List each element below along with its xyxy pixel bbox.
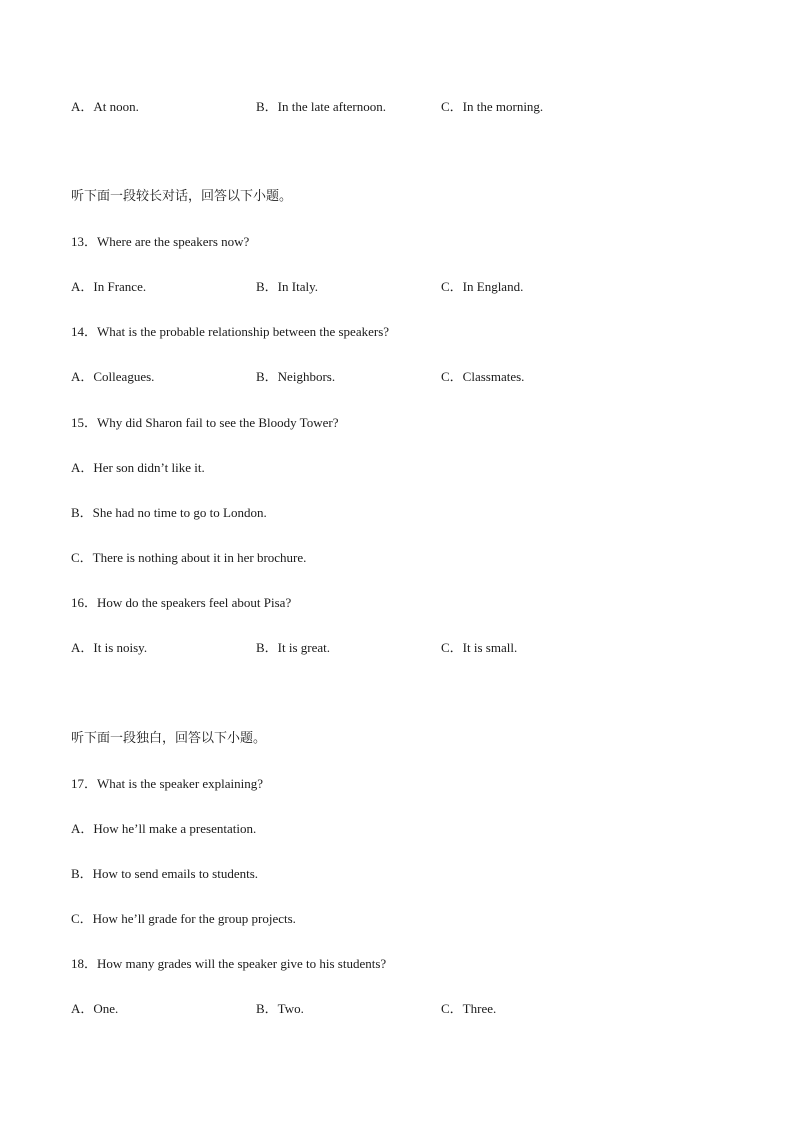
q14-question: 14．What is the probable relationship between the speakers? [71, 324, 390, 339]
q15-option-c: C．There is nothing about it in her brochure. [71, 550, 307, 565]
q17-option-b: B．How to send emails to students. [71, 866, 259, 881]
q12-option-b: B．In the late afternoon. [256, 99, 386, 114]
q16-question: 16．How do the speakers feel about Pisa? [71, 595, 292, 610]
q18-option-a: A．One. [71, 1001, 119, 1016]
dialogue-section-heading: 听下面一段较长对话，回答以下小题。 [71, 189, 293, 204]
q18-option-c: C．Three. [441, 1001, 497, 1016]
q14-option-b: B．Neighbors. [256, 369, 336, 384]
q16-option-b: B．It is great. [256, 640, 331, 655]
q14-option-a: A．Colleagues. [71, 369, 155, 384]
q13-option-c: C．In England. [441, 279, 524, 294]
q12-option-c: C．In the morning. [441, 99, 544, 114]
q13-question: 13．Where are the speakers now? [71, 234, 250, 249]
q14-option-c: C．Classmates. [441, 369, 525, 384]
q16-option-a: A．It is noisy. [71, 640, 148, 655]
q17-option-c: C．How he’ll grade for the group projects. [71, 911, 296, 926]
q18-option-b: B．Two. [256, 1001, 304, 1016]
q17-option-a: A．How he’ll make a presentation. [71, 821, 257, 836]
q15-question: 15．Why did Sharon fail to see the Bloody Tower? [71, 415, 339, 430]
q15-option-a: A．Her son didn’t like it. [71, 460, 205, 475]
q16-option-c: C．It is small. [441, 640, 518, 655]
q13-option-a: A．In France. [71, 279, 147, 294]
monologue-section-heading: 听下面一段独白，回答以下小题。 [71, 731, 267, 746]
q17-question: 17．What is the speaker explaining? [71, 776, 264, 791]
q12-option-a: A．At noon. [71, 99, 139, 114]
q18-question: 18．How many grades will the speaker give to his students? [71, 956, 387, 971]
q15-option-b: B．She had no time to go to London. [71, 505, 267, 520]
q13-option-b: B．In Italy. [256, 279, 318, 294]
